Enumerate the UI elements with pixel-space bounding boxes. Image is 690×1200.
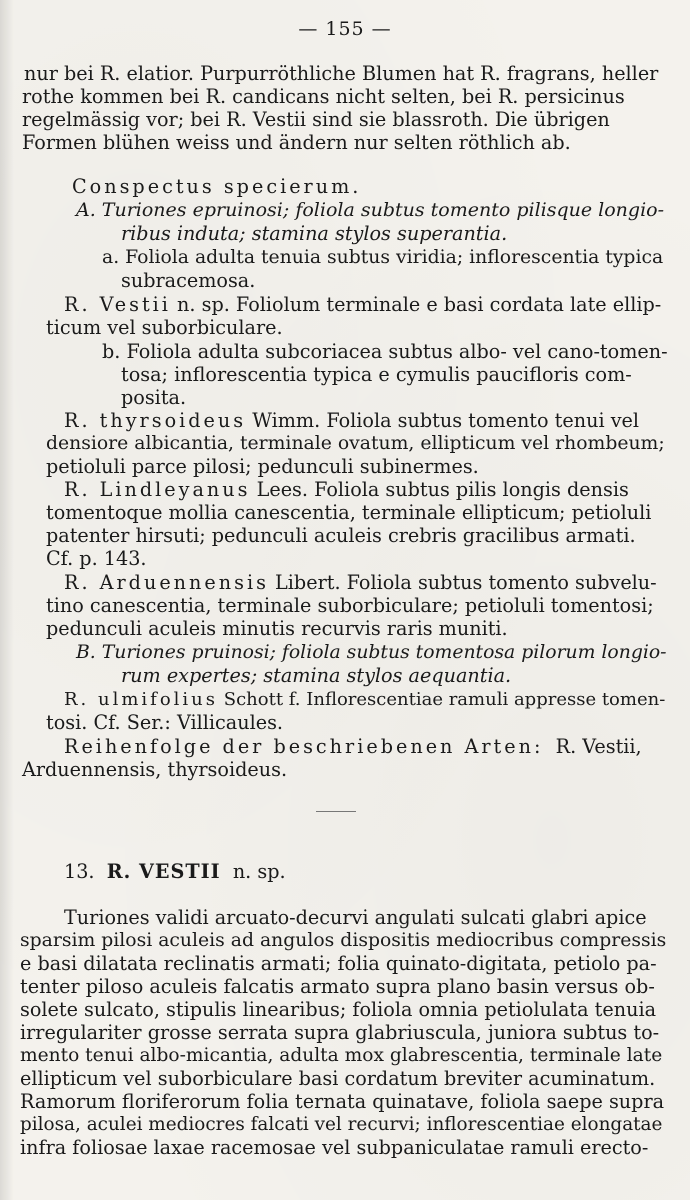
description-line: Ramorum floriferorum folia ternata quinatave, foliola saepe supra	[20, 1090, 665, 1113]
species-text-line: densiore albicantia, terminale ovatum, ellipticum vel rhombeum;	[46, 433, 665, 454]
species-text-line: Cf. p. 143.	[46, 547, 147, 570]
section-divider	[316, 811, 356, 812]
description-line: tenter piloso aculeis falcatis armato supra plano basin versus ob-	[20, 975, 655, 998]
species-name: R. Vestii	[64, 293, 171, 316]
page-edge-shadow	[0, 0, 14, 1200]
description-line: solete sulcato, stipulis linearibus; foliola omnia petiolulata tenuia	[20, 998, 657, 1021]
description-line: irregulariter grosse serrata supra glabriuscula, juniora subtus to-	[20, 1021, 660, 1044]
species-number: 13.	[64, 860, 95, 883]
order-text: R. Vestii,	[555, 735, 642, 758]
species-suffix: n. sp.	[232, 860, 286, 883]
species-name: R. Arduennensis	[64, 571, 269, 594]
species-entry-thyrsoideus	[64, 409, 639, 432]
species-title: R. VESTII	[106, 860, 221, 883]
intro-line: Formen blühen weiss und ändern nur selten röthlich ab.	[22, 131, 571, 154]
description-line: infra foliosae laxae racemosae vel subpaniculatae ramuli erecto-	[20, 1136, 649, 1159]
species-name: R. thyrsoideus	[64, 409, 247, 432]
description-line: e basi dilatata reclinatis armati; folia quinato-digitata, petiolo pa-	[20, 952, 657, 975]
species-text-line: ticum vel suborbiculare.	[46, 316, 283, 339]
species-heading	[64, 860, 286, 883]
species-order-line: Arduennensis, thyrsoideus.	[22, 758, 288, 781]
species-text: Schott f. Inflorescentiae ramuli appresse tomen-	[223, 689, 666, 710]
species-name: R. Lindleyanus	[64, 478, 251, 501]
sub-a-line: a. Foliola adulta tenuia subtus viridia; inflorescentia typica	[102, 247, 664, 268]
order-heading: Reihenfolge der beschriebenen Arten:	[64, 735, 544, 758]
species-text-line: patenter hirsuti; pedunculi aculeis crebris gracilibus armati.	[46, 524, 636, 547]
sub-b-line: tosa; inflorescentia typica e cymulis paucifloris com-	[121, 363, 632, 386]
species-entry-ulmifolius	[64, 688, 665, 711]
species-text: Libert. Foliola subtus tomento subvelu-	[275, 571, 657, 594]
section-a-line: ribus induta; stamina stylos superantia.	[121, 222, 508, 245]
intro-line: regelmässig vor; bei R. Vestii sind sie blassroth. Die übrigen	[22, 108, 610, 131]
species-text-line: tomentoque mollia canescentia, terminale ellipticum; petioluli	[46, 501, 652, 524]
species-text-line: tosi. Cf. Ser.: Villicaules.	[46, 711, 284, 734]
species-text: n. sp. Foliolum terminale e basi cordata late ellip-	[177, 293, 662, 316]
description-line: pilosa, aculei mediocres falcati vel recurvi; inflorescentiae elongatae	[20, 1114, 663, 1135]
sub-b-line: b. Foliola adulta subcoriacea subtus albo- vel cano-tomen-	[102, 340, 668, 363]
description-line: mento tenui albo-micantia, adulta mox glabrescentia, terminale late	[20, 1045, 663, 1066]
intro-line: nur bei R. elatior. Purpurröthliche Blumen hat R. fragrans, heller	[24, 62, 659, 85]
description-line: Turiones validi arcuato-decurvi angulati sulcati glabri apice	[64, 906, 647, 929]
section-a-line: A. Turiones epruinosi; foliola subtus tomento pilisque longio-	[76, 199, 665, 221]
species-entry-arduennensis	[64, 571, 657, 594]
species-entry-lindleyanus	[64, 478, 629, 501]
species-text-line: tino canescentia, terminale suborbiculare; petioluli tomentosi;	[46, 594, 654, 617]
species-text: Lees. Foliola subtus pilis longis densis	[256, 478, 629, 501]
description-line: ellipticum vel suborbiculare basi cordatum breviter acuminatum.	[20, 1067, 656, 1090]
page-number-header: — 155 —	[298, 18, 392, 40]
section-b-line: rum expertes; stamina stylos aequantia.	[121, 664, 512, 687]
description-line: sparsim pilosi aculeis ad angulos dispositis mediocribus compressis	[20, 930, 667, 951]
intro-line: rothe kommen bei R. candicans nicht selten, bei R. persicinus	[22, 85, 625, 108]
species-text-line: petioluli parce pilosi; pedunculi subinermes.	[46, 455, 479, 478]
sub-a-line: subracemosa.	[121, 269, 256, 292]
species-name: R. ulmifolius	[64, 689, 219, 710]
section-b-line: B. Turiones pruinosi; foliola subtus tomentosa pilorum longio-	[76, 642, 667, 663]
sub-b-line: posita.	[121, 386, 187, 409]
species-order-line	[64, 735, 642, 758]
conspectus-heading: Conspectus specierum.	[72, 175, 362, 198]
species-entry-vestii	[64, 293, 661, 316]
species-text-line: pedunculi aculeis minutis recurvis raris muniti.	[46, 617, 508, 640]
species-text: Wimm. Foliola subtus tomento tenui vel	[252, 409, 640, 432]
